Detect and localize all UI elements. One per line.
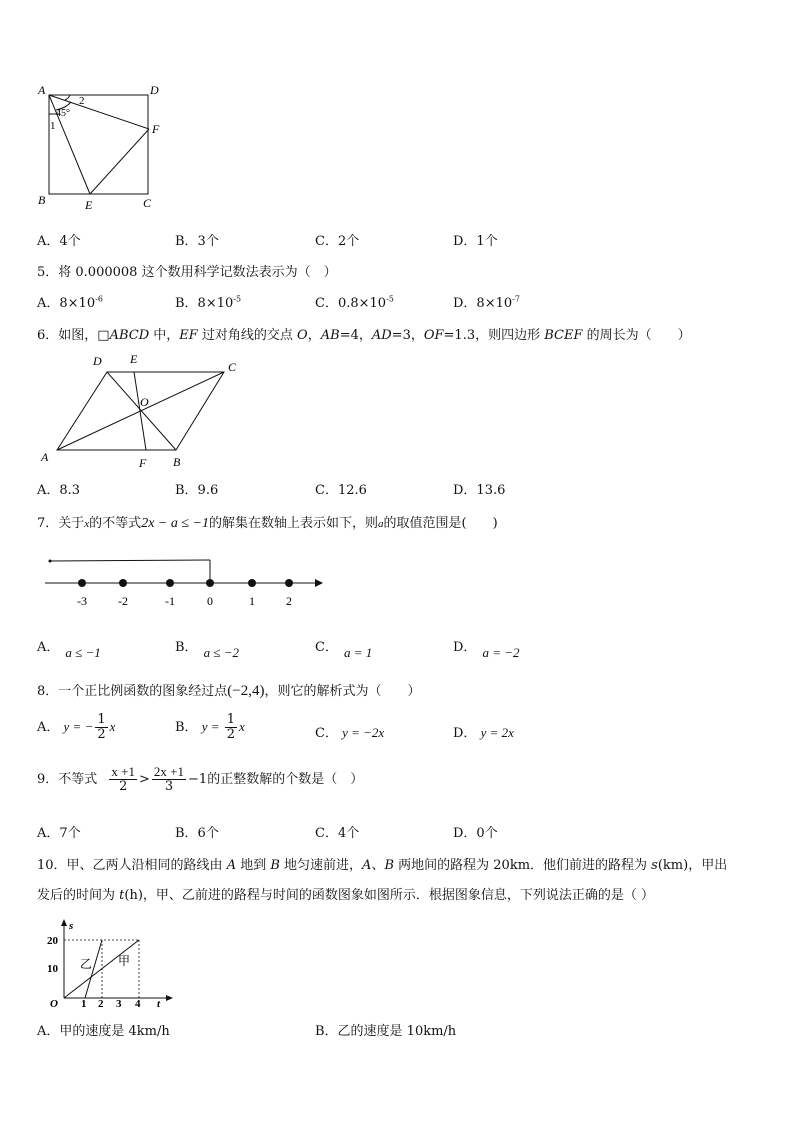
q7-option-c-label: C． (315, 640, 338, 655)
q10-stem-line1 (37, 854, 727, 873)
q8-option-a-fraction (95, 713, 107, 742)
q7-option-b-math: a ≤ −2 (203, 645, 239, 660)
q10-xtick-4: 4 (135, 998, 141, 1008)
q6-option-c[interactable]: C．12.6 (315, 483, 367, 498)
q5-option-a-base: A．8×10 (37, 296, 96, 311)
q4-label-F: F (152, 122, 160, 136)
q10-line1-pre: 10．甲、乙两人沿相同的路线由 (37, 858, 227, 873)
q6-label-D: D (93, 354, 102, 368)
q10-line1-end: (km)，甲出 (657, 858, 728, 873)
q7-tick-dot (119, 579, 127, 587)
q10-line2-pre: 发后的时间为 (37, 888, 120, 903)
q6-stem-ab-val: =4， (339, 328, 372, 343)
q6-label-A: A (41, 450, 49, 464)
q4-square-figure (36, 80, 176, 215)
q7-ray-end (49, 560, 52, 563)
q7-stem (37, 512, 498, 532)
q6-stem-of: OF (423, 328, 444, 343)
q9-right-num: 2x +1 (153, 764, 185, 779)
q6-label-C: C (228, 360, 237, 374)
q10-xtick-2: 2 (98, 998, 104, 1008)
q8-stem-end: ，则它的解析式为（ ） (264, 684, 421, 699)
q9-right-fraction (152, 765, 186, 794)
q8-option-c[interactable] (315, 722, 384, 741)
q7-tick-label: 0 (207, 594, 213, 608)
q7-option-b-label: B． (175, 640, 198, 655)
q6-stem-rest1: 过对角线的交点 (197, 328, 298, 343)
q7-axis-arrow (315, 579, 323, 587)
q8-option-a-den: 2 (97, 727, 106, 742)
q10-label-yi: 乙 (80, 957, 93, 971)
q10-b2: B (384, 858, 395, 873)
q8-option-a-post: x (109, 719, 116, 734)
q10-line-jia (64, 940, 139, 998)
q4-label-C: C (143, 196, 152, 210)
q9-left-num: x +1 (111, 764, 136, 779)
q6-option-d[interactable]: D．13.6 (453, 483, 506, 498)
q7-option-c[interactable] (315, 636, 373, 660)
q10-option-a[interactable]: A．甲的速度是 4km/h (37, 1024, 170, 1039)
q6-stem (37, 324, 691, 343)
q10-line2-end: (h)，甲、乙前进的路程与时间的函数图象如图所示．根据图象信息，下列说法正确的是（ ） (124, 888, 655, 903)
q8-option-b-fraction (225, 713, 237, 742)
q10-xtick-1: 1 (81, 998, 87, 1008)
q10-xtick-3: 3 (116, 998, 122, 1008)
q9-option-c[interactable]: C．4个 (315, 826, 360, 841)
q8-option-d-label: D． (453, 726, 477, 741)
q9-stem (37, 765, 363, 794)
q7-option-d[interactable] (453, 636, 520, 660)
q10-origin: O (50, 998, 58, 1008)
q7-option-d-label: D． (453, 640, 477, 655)
q6-parallelogram-figure (36, 350, 246, 472)
q7-stem-x: x (84, 518, 90, 530)
q9-minus-one: −1 (188, 772, 208, 787)
q6-stem-ad: AD (371, 328, 392, 343)
q9-option-a[interactable]: A．7个 (37, 826, 81, 841)
q7-tick-label: 2 (286, 594, 292, 608)
q5-option-b-exp: -5 (233, 294, 242, 304)
q7-stem-end: 的取值范围是( ) (383, 516, 498, 531)
q6-stem-mid: 中， (149, 328, 180, 343)
q4-option-c[interactable]: C．2个 (315, 234, 360, 249)
q4-label-2: 2 (79, 95, 85, 107)
q6-stem-o: O (297, 328, 308, 343)
q8-stem (37, 680, 421, 700)
q10-option-b[interactable]: B．乙的速度是 10km/h (315, 1024, 457, 1039)
q10-x-arrow (166, 995, 173, 1001)
q8-option-c-math: y = −2x (342, 725, 385, 740)
q7-solution-ray (50, 560, 210, 561)
q4-label-1: 1 (50, 120, 56, 132)
q7-option-d-math: a = −2 (482, 645, 520, 660)
q8-stem-pre: 8．一个正比例函数的图象经过点 (37, 684, 228, 699)
q6-label-E: E (130, 352, 138, 366)
q10-line1-mid: 地到 (236, 858, 271, 873)
q8-option-d-math: y = 2x (480, 725, 514, 740)
q5-option-a[interactable] (37, 292, 103, 311)
q7-number-line (40, 555, 330, 611)
q10-line1-mid2: 地匀速前进， (279, 858, 363, 873)
q6-option-b[interactable]: B．9.6 (175, 483, 219, 498)
q6-label-O: O (140, 395, 149, 409)
q10-a: A (226, 858, 237, 873)
q8-option-a-num: 1 (97, 712, 106, 727)
q4-label-B: B (38, 193, 46, 207)
q10-ylabel: s (69, 920, 74, 932)
q7-stem-inequality: 2x − a ≤ −1 (141, 516, 209, 531)
q4-option-d[interactable]: D．1个 (453, 234, 498, 249)
q5-option-d-exp: -7 (512, 294, 520, 304)
q9-option-d[interactable]: D．0个 (453, 826, 498, 841)
q10-stem-line2 (37, 884, 654, 903)
q7-tick-dot (166, 579, 174, 587)
q7-tick-label: -3 (77, 594, 87, 608)
q6-stem-ef: EF (179, 328, 198, 343)
q9-option-b[interactable]: B．6个 (175, 826, 219, 841)
q6-stem-bcef: BCEF (544, 328, 583, 343)
q4-label-A: A (38, 83, 46, 97)
q5-option-c[interactable] (315, 292, 394, 311)
q9-stem-end: 的正整数解的个数是（ ） (207, 772, 364, 787)
q10-xlabel: t (157, 998, 161, 1008)
q6-stem-pre: 6．如图， (37, 328, 98, 343)
q6-label-B: B (173, 455, 181, 469)
q5-option-a-exp: -6 (95, 294, 103, 304)
q7-stem-mid: 的不等式 (89, 516, 142, 531)
q8-option-a-label: A． (37, 720, 60, 735)
q8-option-b-num: 1 (226, 712, 236, 727)
q7-tick-dot (206, 579, 214, 587)
q9-left-fraction (109, 765, 137, 794)
q10-sep: 、 (371, 858, 385, 873)
q8-option-a-pre: y = − (63, 719, 94, 734)
q7-option-c-math: a = 1 (343, 645, 373, 660)
q7-tick-dot (285, 579, 293, 587)
q6-option-a[interactable]: A．8.3 (37, 483, 81, 498)
q9-right-den: 3 (164, 779, 174, 794)
q9-left-den: 2 (119, 779, 128, 794)
q6-stem-ad-val: =3， (391, 328, 424, 343)
q5-stem: 5．将 0.000008 这个数用科学记数法表示为（ ） (37, 265, 337, 280)
q7-tick-dot (78, 579, 86, 587)
q5-option-c-exp: -5 (386, 294, 394, 304)
q7-option-a-math: a ≤ −1 (65, 645, 101, 660)
q10-t: t (119, 888, 125, 903)
q7-option-a[interactable] (37, 636, 101, 660)
q7-stem-mid2: 的解集在数轴上表示如下，则 (208, 516, 378, 531)
q5-option-b[interactable] (175, 292, 241, 311)
q6-stem-of-val: =1.3，则四边形 (443, 328, 545, 343)
q8-option-a[interactable] (37, 713, 115, 742)
q5-option-b-base: B．8×10 (175, 296, 234, 311)
q9-greater-than: > (139, 772, 150, 787)
q4-label-E: E (85, 198, 93, 212)
q10-a2: A (362, 858, 372, 873)
q8-option-b-label: B． (175, 720, 198, 735)
q9-stem-pre: 9．不等式 (37, 772, 98, 787)
q4-option-b[interactable]: B．3个 (175, 234, 219, 249)
q10-ytick-10: 10 (47, 963, 58, 975)
q5-option-d-base: D．8×10 (453, 296, 513, 311)
q8-option-c-label: C． (315, 726, 338, 741)
q6-stem-end: 的周长为（ ） (582, 328, 691, 343)
q8-option-b-den: 2 (226, 727, 236, 742)
q4-label-D: D (150, 83, 159, 97)
q8-stem-point: (−2,4) (227, 683, 265, 699)
q4-option-a[interactable]: A．4个 (37, 234, 81, 249)
q7-stem-a: a (378, 518, 384, 530)
q7-tick-label: -2 (118, 594, 128, 608)
q4-label-45: 45° (56, 108, 70, 119)
q10-label-jia: 甲 (118, 954, 131, 968)
q8-option-d[interactable] (453, 722, 514, 741)
q8-option-b-pre: y = (201, 719, 223, 734)
q8-option-b[interactable] (175, 713, 245, 742)
q10-ytick-20: 20 (47, 935, 58, 947)
q10-y-arrow (61, 919, 67, 926)
q6-stem-parallelogram: □ABCD (97, 328, 150, 343)
q5-option-c-base: C．0.8×10 (315, 296, 387, 311)
q7-tick-label: 1 (249, 594, 255, 608)
q6-stem-rest2: ， (307, 328, 321, 343)
q5-option-d[interactable] (453, 292, 520, 311)
q7-option-b[interactable] (175, 636, 239, 660)
q7-option-a-label: A． (37, 640, 60, 655)
q6-stem-ab: AB (320, 328, 340, 343)
q7-stem-pre: 7．关于 (37, 516, 85, 531)
q7-tick-label: -1 (165, 594, 175, 608)
q6-label-F: F (139, 456, 147, 470)
q8-option-b-post: x (239, 719, 245, 734)
q10-distance-time-chart (38, 918, 178, 1008)
q7-tick-dot (248, 579, 256, 587)
q10-s: s (651, 858, 658, 873)
q10-line1-mid3: 两地间的路程为 20km．他们前进的路程为 (394, 858, 652, 873)
q10-b: B (270, 858, 280, 873)
